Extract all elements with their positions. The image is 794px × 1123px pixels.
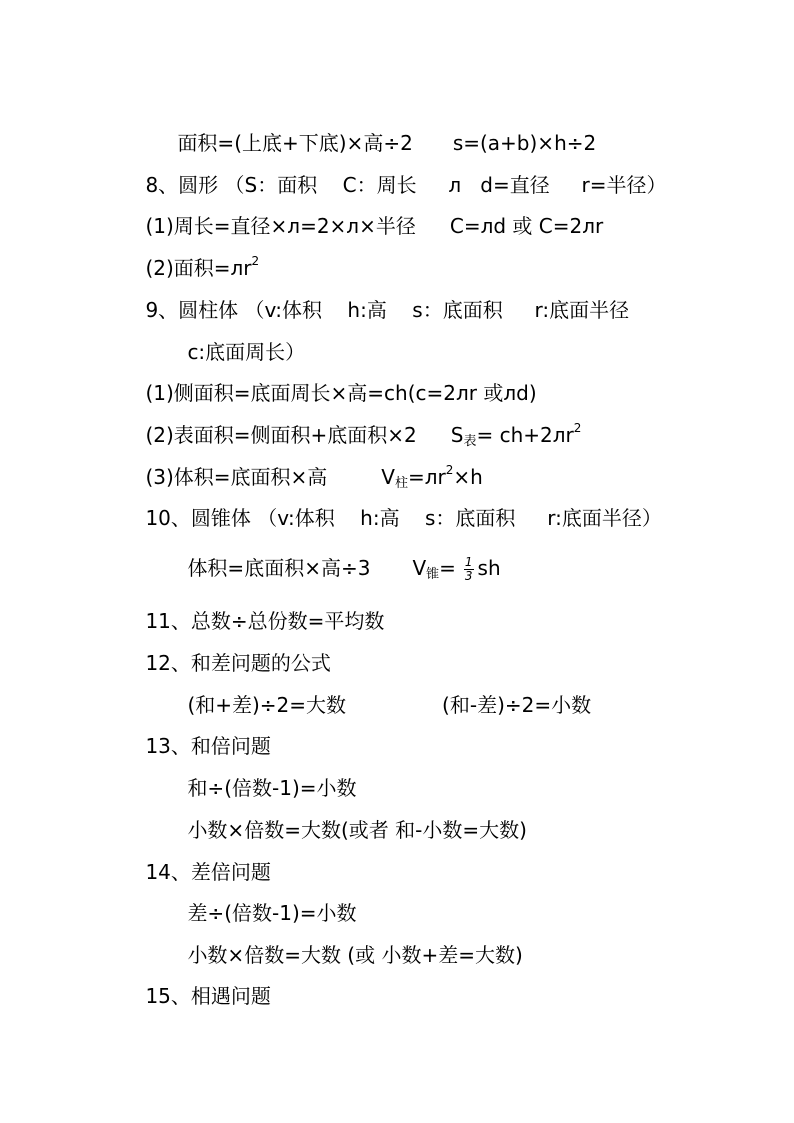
circle-heading-text: 8、圆形 （S：面积 C：周长 л d=直径 r=半径）	[145, 173, 667, 197]
sum-multiple-text-1: 和÷(倍数-1)=小数	[187, 776, 357, 800]
circle-area-text: (2)面积=лr	[145, 256, 252, 280]
one-third-fraction	[464, 556, 474, 583]
volume-symbolic-tail: ×h	[453, 465, 483, 489]
small-number-formula: (和-差)÷2=小数	[442, 693, 592, 717]
exponent: 2	[251, 254, 260, 269]
equals-sign: =	[439, 556, 456, 580]
sum-diff-heading-text: 12、和差问题的公式	[145, 651, 331, 675]
surface-symbol: S	[450, 423, 464, 447]
diff-multiple-text-2: 小数×倍数=大数 (或 小数+差=大数)	[187, 943, 523, 967]
cone-volume-symbolic: sh	[477, 556, 501, 580]
surface-area-text: (2)表面积=侧面积+底面积×2	[145, 423, 417, 447]
sum-multiple-heading-text: 13、和倍问题	[145, 734, 271, 758]
meeting-problem-heading-text: 15、相遇问题	[145, 984, 271, 1008]
cone-volume-subscript: 锥	[426, 567, 440, 582]
fraction-numerator: 1	[464, 555, 473, 569]
diff-multiple-heading-text: 14、差倍问题	[145, 860, 271, 884]
exponent: 2	[445, 463, 454, 478]
cylinder-volume-text: (3)体积=底面积×高	[145, 465, 328, 489]
diff-multiple-text-1: 差÷(倍数-1)=小数	[187, 901, 357, 925]
circumference-text: (1)周长=直径×л=2×л×半径	[145, 214, 416, 238]
average-formula-text: 11、总数÷总份数=平均数	[145, 609, 385, 633]
volume-symbolic: =лr	[408, 465, 446, 489]
surface-symbolic: = ch+2лr	[476, 423, 574, 447]
cylinder-heading-text: 9、圆柱体 （v:体积 h:高 s：底面积 r:底面半径	[145, 298, 630, 322]
exponent: 2	[573, 421, 582, 436]
volume-subscript: 柱	[394, 476, 408, 491]
cylinder-heading-cont-text: c:底面周长）	[187, 340, 306, 364]
circumference-symbolic: C=лd 或 C=2лr	[449, 214, 604, 238]
sum-multiple-text-2: 小数×倍数=大数(或者 和-小数=大数)	[187, 818, 527, 842]
lateral-area-text: (1)侧面积=底面周长×高=ch(c=2лr 或лd)	[145, 381, 537, 405]
cone-volume-symbol: V	[412, 556, 427, 580]
cone-heading-text: 10、圆锥体 （v:体积 h:高 s：底面积 r:底面半径）	[145, 506, 662, 530]
trapezoid-area-symbolic: s=(a+b)×h÷2	[452, 131, 597, 155]
section-15-heading	[120, 960, 271, 1032]
surface-subscript: 表	[463, 434, 477, 449]
cone-volume-text: 体积=底面积×高÷3	[187, 556, 371, 580]
trapezoid-area-text: 面积=(上底+下底)×高÷2	[177, 131, 413, 155]
volume-symbol: V	[381, 465, 395, 489]
large-number-formula: (和+差)÷2=大数	[187, 693, 347, 717]
fraction-denominator: 3	[464, 569, 473, 583]
